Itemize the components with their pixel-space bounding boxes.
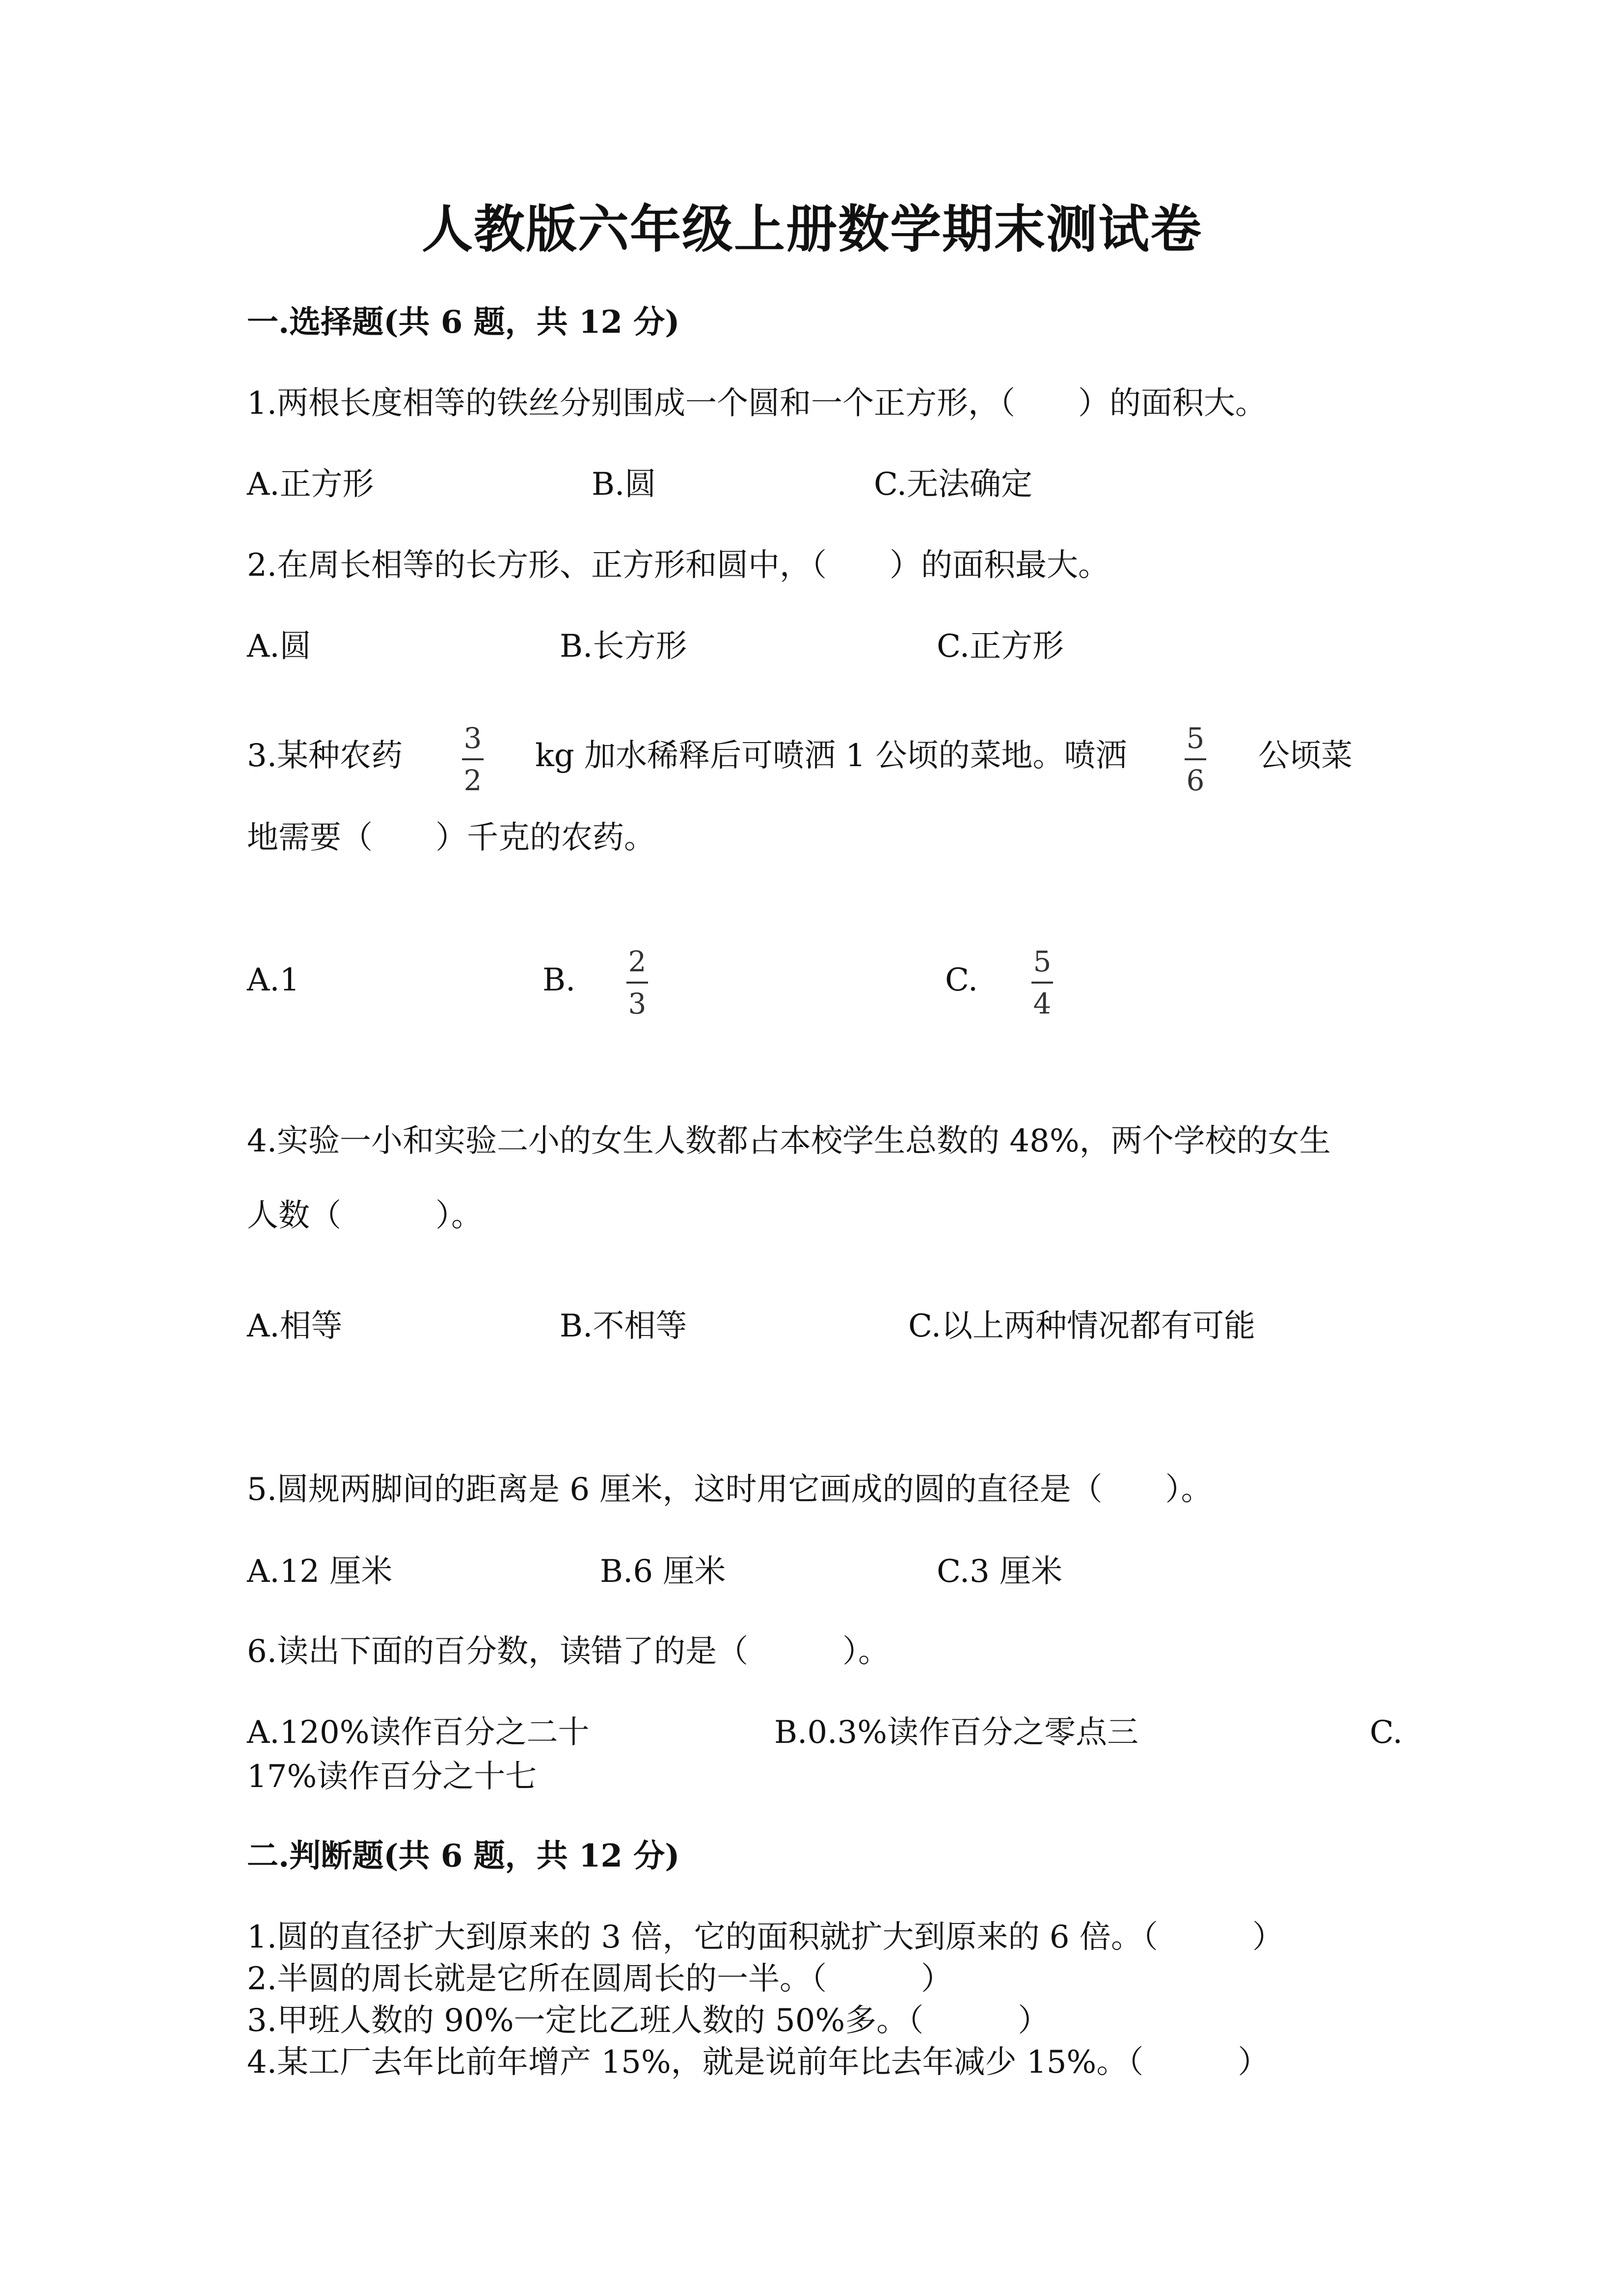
fraction-bar bbox=[1185, 758, 1206, 760]
judgment-item-4: 4.某工厂去年比前年增产 15%，就是说前年比去年减少 15%。（ ） bbox=[247, 2044, 1270, 2081]
question-3-option-a: A.1 bbox=[247, 962, 300, 998]
question-2-option-a: A.圆 bbox=[247, 628, 311, 665]
judgment-item-1: 1.圆的直径扩大到原来的 3 倍，它的面积就扩大到原来的 6 倍。（ ） bbox=[247, 1919, 1284, 1955]
question-3-part2: kg 加水稀释后可喷洒 1 公顷的菜地。喷洒 bbox=[535, 738, 1127, 774]
question-3-option-b: B. bbox=[542, 962, 576, 998]
page-title: 人教版六年级上册数学期末测试卷 bbox=[421, 199, 1202, 259]
judgment-item-3: 3.甲班人数的 90%一定比乙班人数的 50%多。（ ） bbox=[247, 2002, 1050, 2039]
fraction-5-over-6 bbox=[1173, 721, 1218, 797]
question-3-option-c: C. bbox=[945, 962, 978, 998]
section-heading-judgment: 二.判断题(共 6 题，共 12 分) bbox=[247, 1838, 680, 1874]
question-3-part3: 公顷菜 bbox=[1258, 738, 1353, 774]
fraction-3-over-2 bbox=[451, 721, 495, 797]
fraction-2-over-3 bbox=[615, 947, 659, 1018]
question-1-option-a: A.正方形 bbox=[247, 466, 374, 503]
question-5-option-a: A.12 厘米 bbox=[247, 1553, 393, 1590]
fraction-bar bbox=[462, 758, 484, 760]
question-2-stem: 2.在周长相等的长方形、正方形和圆中，（ ）的面积最大。 bbox=[247, 547, 1110, 584]
fraction-numerator: 3 bbox=[463, 721, 482, 755]
fraction-bar bbox=[1031, 982, 1053, 984]
question-4-option-c: C.以上两种情况都有可能 bbox=[908, 1308, 1256, 1344]
fraction-denominator: 6 bbox=[1186, 764, 1205, 797]
question-1-option-c: C.无法确定 bbox=[874, 466, 1033, 503]
question-1-option-b: B.圆 bbox=[592, 466, 656, 503]
fraction-bar bbox=[626, 982, 648, 984]
question-3-line2: 地需要（ ）千克的农药。 bbox=[247, 820, 655, 856]
question-4-line2: 人数（ ）。 bbox=[247, 1198, 483, 1234]
question-4-line1: 4.实验一小和实验二小的女生人数都占本校学生总数的 48%，两个学校的女生 bbox=[247, 1123, 1331, 1159]
question-6-option-c-continued: 17%读作百分之十七 bbox=[247, 1759, 537, 1795]
question-4-option-a: A.相等 bbox=[247, 1308, 343, 1344]
question-1-stem: 1.两根长度相等的铁丝分别围成一个圆和一个正方形，（ ）的面积大。 bbox=[247, 385, 1267, 422]
section-heading-choice: 一.选择题(共 6 题，共 12 分) bbox=[247, 304, 680, 341]
question-6-option-a: A.120%读作百分之二十 bbox=[247, 1714, 590, 1751]
judgment-item-2: 2.半圆的周长就是它所在圆周长的一半。（ ） bbox=[247, 1961, 953, 1997]
fraction-denominator: 2 bbox=[463, 764, 482, 797]
fraction-numerator: 2 bbox=[628, 945, 647, 978]
fraction-denominator: 4 bbox=[1033, 987, 1052, 1020]
question-6-stem: 6.读出下面的百分数，读错了的是（ ）。 bbox=[247, 1633, 890, 1670]
fraction-5-over-4 bbox=[1020, 947, 1064, 1018]
question-4-option-b: B.不相等 bbox=[560, 1308, 687, 1344]
fraction-numerator: 5 bbox=[1186, 721, 1205, 755]
question-2-option-c: C.正方形 bbox=[937, 628, 1064, 665]
question-6-option-c: C. bbox=[1370, 1714, 1403, 1751]
question-5-option-b: B.6 厘米 bbox=[600, 1553, 726, 1590]
fraction-numerator: 5 bbox=[1033, 945, 1052, 978]
question-5-option-c: C.3 厘米 bbox=[937, 1553, 1063, 1590]
question-6-option-b: B.0.3%读作百分之零点三 bbox=[774, 1714, 1138, 1751]
question-5-stem: 5.圆规两脚间的距离是 6 厘米，这时用它画成的圆的直径是（ ）。 bbox=[247, 1471, 1213, 1508]
question-2-option-b: B.长方形 bbox=[560, 628, 687, 665]
question-3-part1: 3.某种农药 bbox=[247, 738, 403, 774]
fraction-denominator: 3 bbox=[628, 987, 647, 1020]
